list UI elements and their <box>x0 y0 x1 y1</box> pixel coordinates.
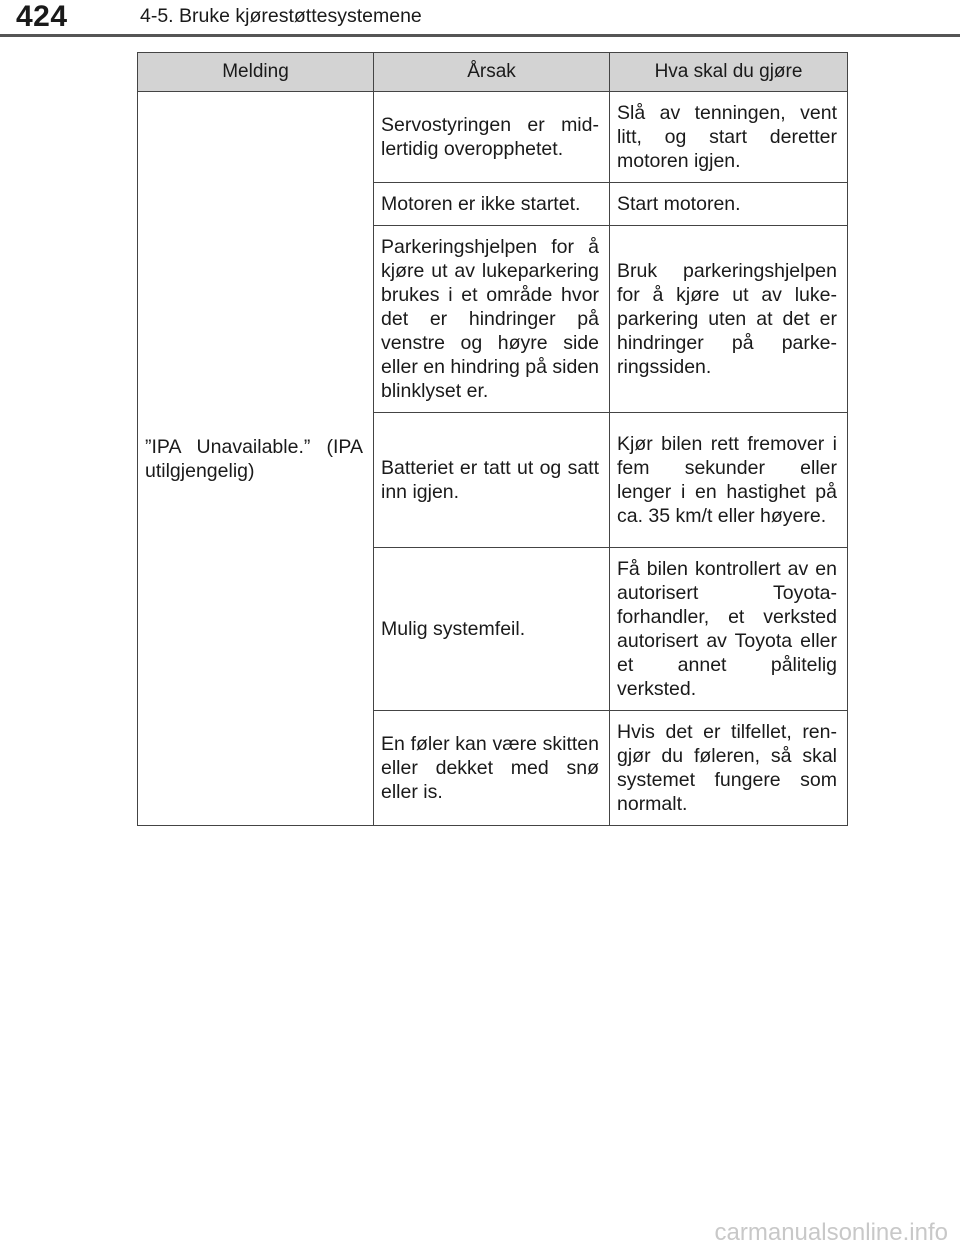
cause-cell: Parkeringshjelpen for å kjøre ut av lukeparkering brukes i et område hvor det er hindringer på venstre og høyre side eller en hindring på siden blinklyset er. <box>374 226 610 413</box>
cause-cell: Motoren er ikke startet. <box>374 183 610 226</box>
column-header-action: Hva skal du gjøre <box>610 53 848 92</box>
section-title: 4-5. Bruke kjørestøttesystemene <box>140 5 422 27</box>
cause-cell: Batteriet er tatt ut og satt inn igjen. <box>374 413 610 548</box>
page-header <box>0 0 960 40</box>
header-divider <box>0 34 960 37</box>
column-header-cause: Årsak <box>374 53 610 92</box>
message-table <box>137 52 848 826</box>
action-cell: Slå av tenningen, vent litt, og start deretter motoren igjen. <box>610 92 848 183</box>
column-header-message: Melding <box>138 53 374 92</box>
table-header-row <box>138 53 848 92</box>
action-cell: Bruk parkeringshjelpen for å kjøre ut av lukeparkering uten at det er hindringer på parkeringssiden. <box>610 226 848 413</box>
table-row <box>138 92 848 183</box>
page-number: 424 <box>16 0 68 33</box>
action-cell: Hvis det er tilfellet, rengjør du føleren, så skal systemet fungere som normalt. <box>610 711 848 826</box>
action-cell: Få bilen kontrollert av en autorisert Toyota-forhandler, et verksted autorisert av Toyota eller et annet pålitelig verksted. <box>610 548 848 711</box>
action-cell: Kjør bilen rett fremover i fem sekunder eller lenger i en hastighet på ca. 35 km/t eller høyere. <box>610 413 848 548</box>
message-cell: ”IPA Unavailable.” (IPA utilgjengelig) <box>138 92 374 826</box>
cause-cell: En føler kan være skitten eller dekket med snø eller is. <box>374 711 610 826</box>
watermark: carmanualsonline.info <box>714 1219 948 1246</box>
cause-cell: Servostyringen er midlertidig overopphetet. <box>374 92 610 183</box>
cause-cell: Mulig systemfeil. <box>374 548 610 711</box>
action-cell: Start motoren. <box>610 183 848 226</box>
